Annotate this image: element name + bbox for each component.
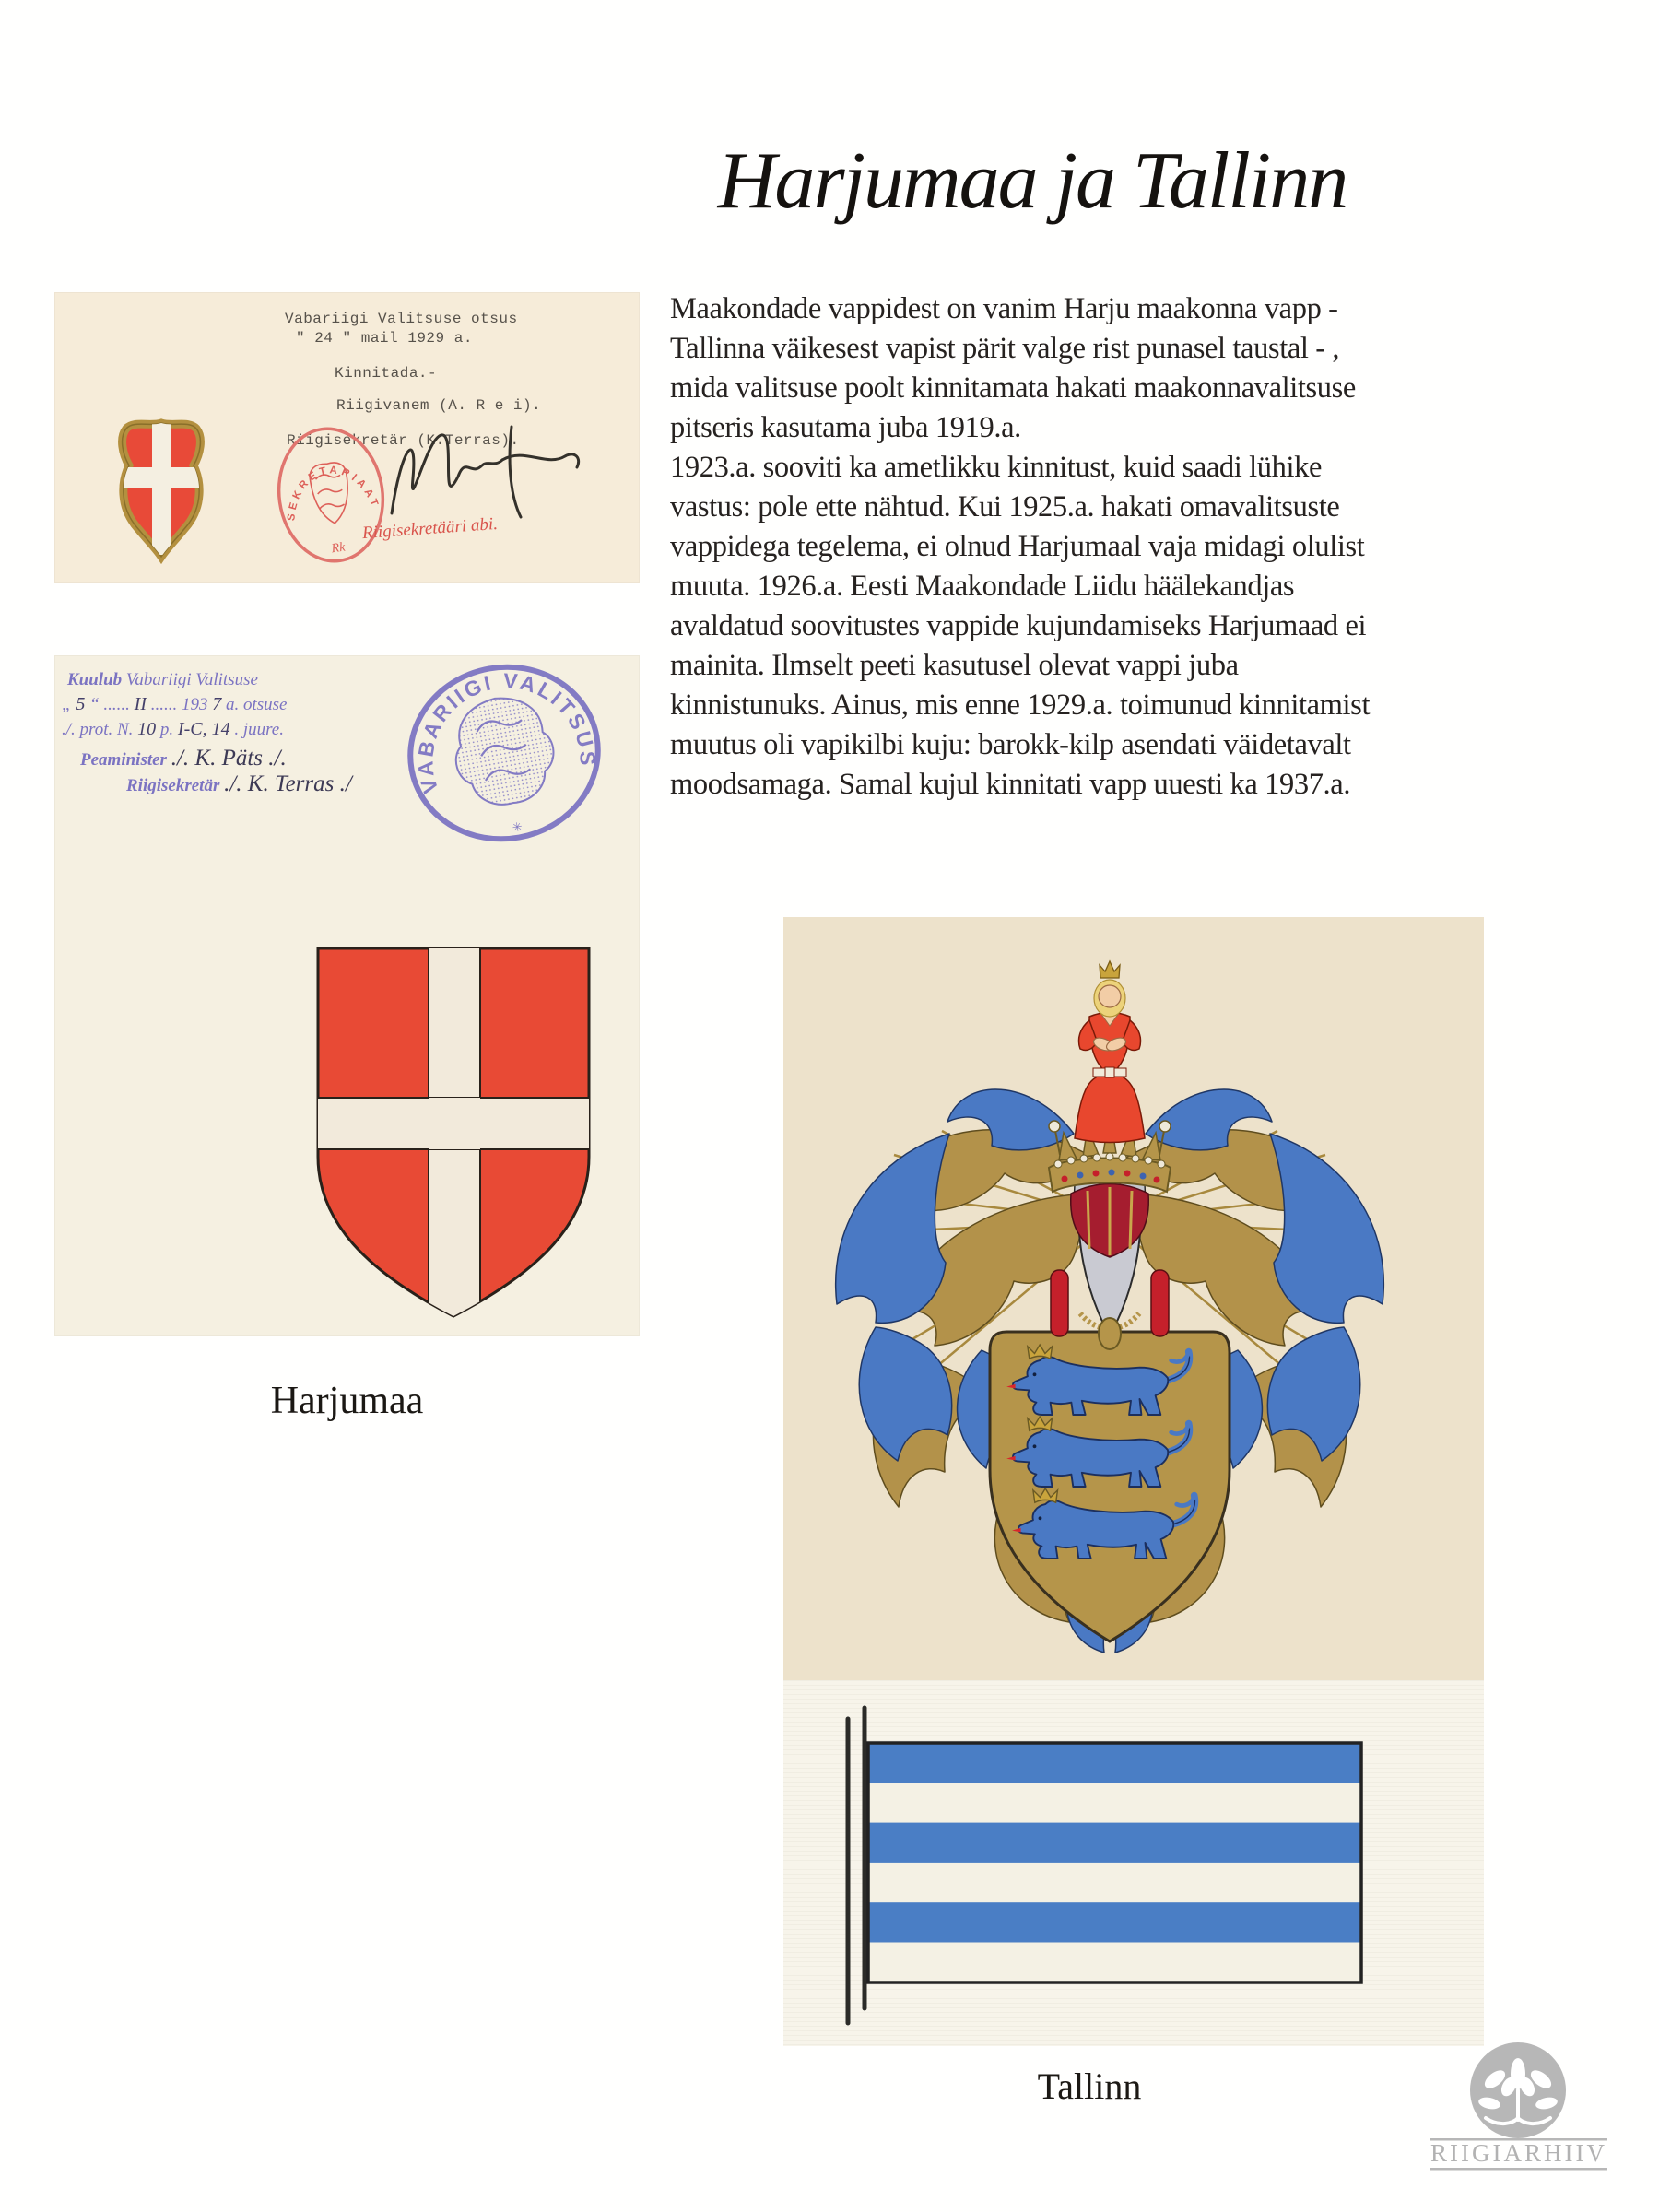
article-line: mida valitsuse poolt kinnitamata hakati maakonnavalitsuse — [670, 371, 1356, 405]
article-text — [670, 289, 1559, 805]
tallinn-coat-of-arms — [783, 917, 1484, 1680]
stamp-ring-label: VABARIIGI VALITSUS — [413, 668, 600, 797]
article-line: mainita. Ilmselt peeti kasutusel olevat vappi juba — [670, 649, 1239, 682]
date-line — [62, 694, 287, 715]
harjumaa-shield-large — [312, 943, 594, 1323]
article-line: vappidega tegelema, ei olnud Harjumaal vaja midagi olulist — [670, 530, 1365, 563]
stamp-star: ✳ — [511, 818, 524, 835]
flag-field — [868, 1743, 1361, 1983]
handwritten-month: II — [134, 694, 147, 714]
article-line: moodsamaga. Samal kujul kinnitati vapp uuesti ka 1937.a. — [670, 768, 1351, 801]
stamped-tail: . juure. — [234, 720, 284, 739]
handwritten-day: 5 — [76, 694, 86, 714]
caption-harjumaa: Harjumaa — [270, 1380, 424, 1422]
article-line: 1923.a. sooviti ka ametlikku kinnitust, kuid saadi lühike — [670, 451, 1323, 484]
riigisekretar-line — [126, 771, 352, 797]
red-assistant-note: Riigisekretääri abi. — [361, 513, 499, 544]
dots: “ ...... — [89, 695, 130, 714]
article-line: avaldatud soovitustes vappide kujundamiseks Harjumaad ei — [670, 609, 1367, 642]
peaminister-label: Peaminister — [80, 750, 167, 770]
stamped-tail: a. otsuse — [225, 695, 288, 714]
handwritten-number: 10 — [137, 719, 157, 739]
article-line: Maakondade vappidest on vanim Harju maakonna vapp - — [670, 292, 1338, 325]
typed-line: Riigivanem (A. R e i). — [336, 397, 542, 414]
typed-line: Vabariigi Valitsuse otsus — [285, 311, 518, 327]
riigiarhiiv-label: RIIGIARHIIV — [1430, 2139, 1607, 2167]
tallinn-flag — [783, 1680, 1484, 2046]
article-line: kinnistunuks. Ainus, mis enne 1929.a. toimunud kinnitamist — [670, 688, 1371, 722]
handwritten-point: I-C, 14 — [177, 719, 230, 739]
typed-line: " 24 " mail 1929 a. — [296, 330, 473, 347]
typed-line: Riigisekretär (K.Terras). — [287, 432, 520, 449]
page-title: Harjumaa ja Tallinn — [717, 136, 1347, 226]
document-1937 — [54, 655, 640, 1336]
dots: ...... 193 — [150, 695, 208, 714]
flag-pole — [848, 1708, 865, 2023]
pats-signature: ./. K. Päts ./. — [171, 746, 287, 771]
stamped-rest: Vabariigi Valitsuse — [122, 670, 258, 689]
riigiarhiiv-emblem-icon — [1430, 2039, 1607, 2186]
handwritten-year: 7 — [212, 694, 222, 714]
typed-line: Kinnitada.- — [335, 365, 438, 382]
article-line: Tallinna väikesest vapist pärit valge rist punasel taustal - , — [670, 332, 1340, 365]
riigiarhiiv-logo — [1430, 2039, 1607, 2186]
stamped-mid: p. — [159, 720, 174, 739]
tallinn-flag-image — [783, 1680, 1484, 2046]
article-line: muuta. 1926.a. Eesti Maakondade Liidu häälekandjas — [670, 570, 1295, 603]
article-line: vastus: pole ette nähtud. Kui 1925.a. hakati omavalitsuste — [670, 490, 1340, 524]
terras-signature: ./. K. Terras ./ — [224, 771, 352, 796]
stamped-prefix: ./. prot. N. — [62, 720, 134, 739]
stamped-line — [67, 670, 258, 690]
riigisekretar-label: Riigisekretär — [126, 776, 220, 795]
document-1929 — [54, 292, 640, 583]
harjumaa-shield-small — [108, 414, 215, 567]
stamp-rk-label: Rk — [330, 540, 347, 557]
caption-tallinn: Tallinn — [1037, 2065, 1142, 2107]
stamped-word: Kuulub — [67, 670, 123, 689]
peaminister-line — [80, 746, 287, 771]
vabariigi-valitsus-stamp — [392, 657, 617, 860]
protocol-line — [62, 719, 284, 740]
article-line: pitseris kasutama juba 1919.a. — [670, 411, 1021, 444]
stamp-ring-label: SEKRETARIAAT — [286, 465, 382, 522]
tallinn-coat-of-arms-image — [783, 917, 1484, 1680]
article-line: muutus oli vapikilbi kuju: barokk-kilp asendati väidetavalt — [670, 728, 1351, 761]
quote-mark: „ — [62, 695, 72, 714]
